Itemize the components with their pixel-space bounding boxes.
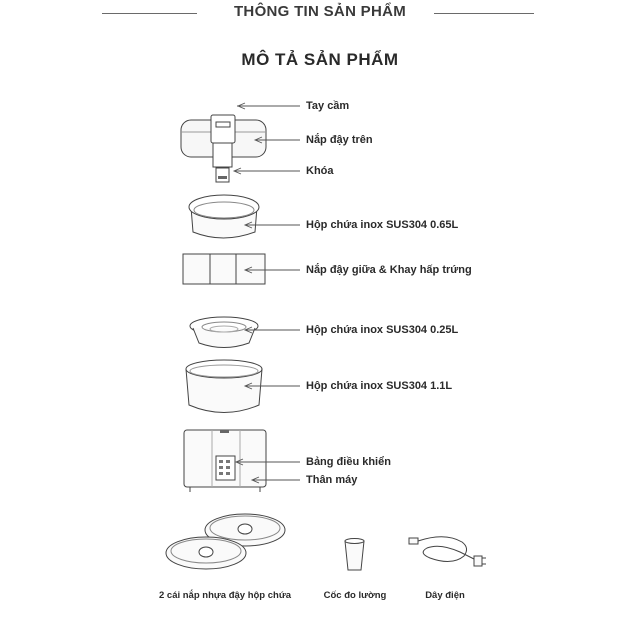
label-handle: Tay cầm bbox=[306, 100, 350, 112]
middle-lid-egg-tray-illustration bbox=[183, 254, 265, 284]
header-title: THÔNG TIN SẢN PHẨM bbox=[233, 3, 407, 20]
section-title: MÔ TẢ SẢN PHẨM bbox=[241, 50, 399, 69]
plastic-lids-illustration bbox=[166, 514, 285, 569]
container-065-illustration bbox=[189, 195, 259, 238]
label-body: Thân máy bbox=[306, 474, 358, 486]
label-power-cord: Dây điện bbox=[425, 590, 465, 601]
label-middle-lid-tray: Nắp đậy giữa & Khay hấp trứng bbox=[306, 264, 472, 276]
power-cord-illustration bbox=[409, 537, 486, 566]
label-measuring-cup: Cốc đo lường bbox=[323, 590, 387, 601]
container-025-illustration bbox=[190, 317, 258, 348]
label-container-025: Hộp chứa inox SUS304 0.25L bbox=[306, 324, 459, 336]
control-panel-illustration bbox=[216, 456, 235, 480]
handle-illustration bbox=[211, 115, 235, 143]
label-lock: Khóa bbox=[306, 165, 334, 177]
label-top-lid: Nắp đậy trên bbox=[306, 134, 373, 146]
label-container-11: Hộp chứa inox SUS304 1.1L bbox=[306, 380, 453, 392]
label-container-065: Hộp chứa inox SUS304 0.65L bbox=[306, 219, 459, 231]
label-plastic-lids: 2 cái nắp nhựa đậy hộp chứa bbox=[158, 590, 291, 601]
lock-illustration bbox=[213, 143, 232, 182]
label-control-panel: Bảng điều khiển bbox=[306, 456, 391, 468]
measuring-cup-illustration bbox=[345, 539, 364, 571]
